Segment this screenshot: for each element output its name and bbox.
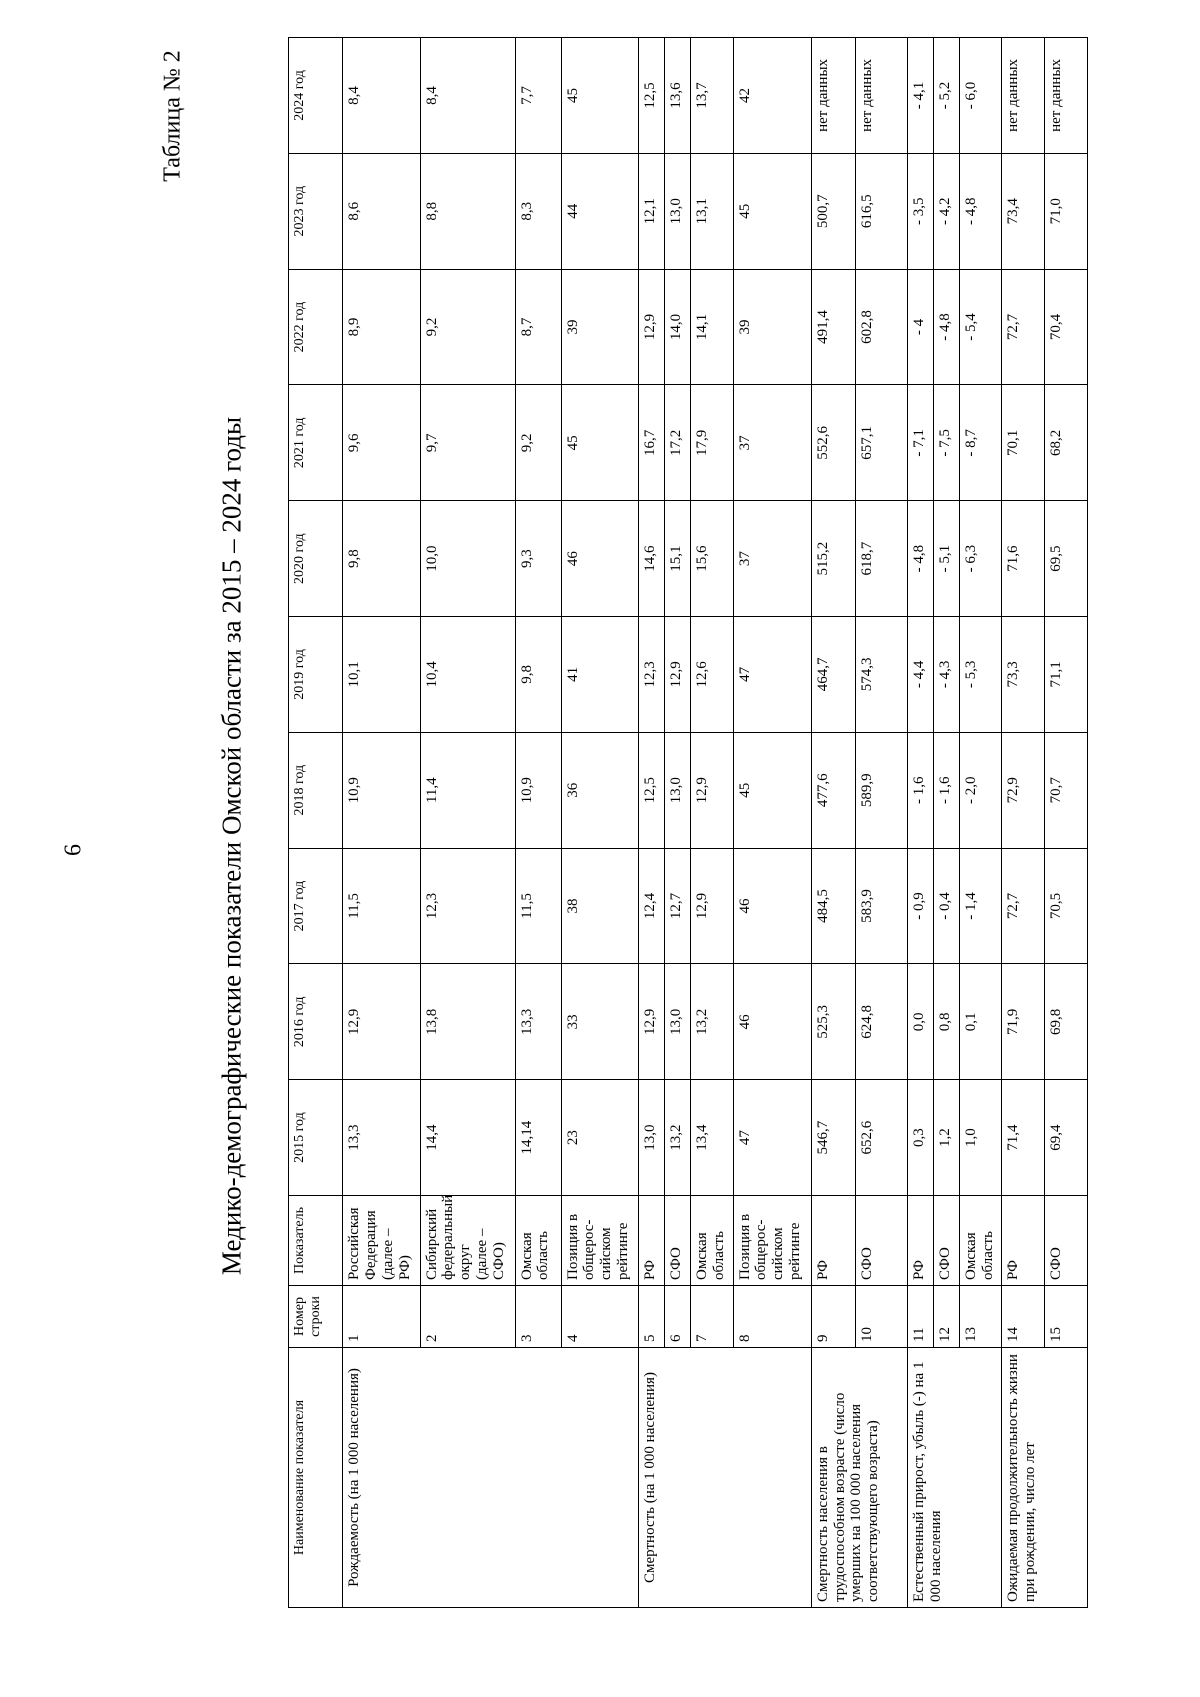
value-cell: 46: [561, 501, 638, 617]
value-cell: - 7,5: [933, 385, 959, 501]
value-cell: 71,1: [1045, 617, 1088, 733]
value-cell: 13,0: [665, 964, 691, 1080]
indicator-cell: Омская область: [959, 1196, 1001, 1286]
value-cell: 583,9: [855, 848, 907, 964]
value-cell: 15,1: [665, 501, 691, 617]
indicator-cell: СФО: [1045, 1196, 1088, 1286]
indicator-cell: Российская Федерация (далее – РФ): [343, 1196, 420, 1286]
row-number-cell: 14: [1002, 1286, 1045, 1348]
value-cell: 41: [561, 617, 638, 733]
row-number-cell: 4: [561, 1286, 638, 1348]
value-cell: 73,4: [1002, 153, 1045, 269]
table-number: Таблица № 2: [159, 50, 186, 182]
header-cell: Показатель: [289, 1196, 343, 1286]
header-cell: Наименование показателя: [289, 1348, 343, 1608]
value-cell: - 4,4: [907, 617, 933, 733]
value-cell: 14,14: [515, 1080, 561, 1196]
value-cell: 11,5: [515, 848, 561, 964]
value-cell: - 8,7: [959, 385, 1001, 501]
value-cell: 552,6: [811, 385, 855, 501]
value-cell: 12,9: [691, 848, 733, 964]
value-cell: 8,8: [420, 153, 515, 269]
value-cell: 9,8: [515, 617, 561, 733]
indicator-cell: СФО: [933, 1196, 959, 1286]
value-cell: 515,2: [811, 501, 855, 617]
value-cell: 589,9: [855, 732, 907, 848]
value-cell: - 4,3: [933, 617, 959, 733]
value-cell: 15,6: [691, 501, 733, 617]
indicator-cell: Сибирский федеральный округ (далее – СФО): [420, 1196, 515, 1286]
rotated-table-container: [288, 38, 1088, 1608]
value-cell: 657,1: [855, 385, 907, 501]
value-cell: 12,7: [665, 848, 691, 964]
header-cell: 2017 год: [289, 848, 343, 964]
page-title: Медико-демографические показатели Омской области за 2015 – 2024 годы: [216, 416, 247, 1276]
value-cell: 574,3: [855, 617, 907, 733]
value-cell: 36: [561, 732, 638, 848]
value-cell: 546,7: [811, 1080, 855, 1196]
value-cell: 70,7: [1045, 732, 1088, 848]
value-cell: 17,9: [691, 385, 733, 501]
value-cell: 68,2: [1045, 385, 1088, 501]
value-cell: 13,6: [665, 38, 691, 154]
value-cell: 13,2: [691, 964, 733, 1080]
value-cell: 13,0: [665, 732, 691, 848]
value-cell: - 0,4: [933, 848, 959, 964]
value-cell: 10,1: [343, 617, 420, 733]
row-number-cell: 1: [343, 1286, 420, 1348]
value-cell: 12,9: [665, 617, 691, 733]
value-cell: 0,8: [933, 964, 959, 1080]
value-cell: 13,3: [515, 964, 561, 1080]
value-cell: 70,4: [1045, 269, 1088, 385]
value-cell: 47: [733, 1080, 811, 1196]
row-number-cell: 12: [933, 1286, 959, 1348]
value-cell: нет данных: [1002, 38, 1045, 154]
value-cell: 37: [733, 501, 811, 617]
group-name-cell: Смертность (на 1 000 населения): [638, 1348, 811, 1608]
header-cell: 2024 год: [289, 38, 343, 154]
value-cell: 45: [733, 153, 811, 269]
value-cell: 13,7: [691, 38, 733, 154]
row-number-cell: 2: [420, 1286, 515, 1348]
value-cell: - 6,0: [959, 38, 1001, 154]
value-cell: 0,3: [907, 1080, 933, 1196]
value-cell: 73,3: [1002, 617, 1045, 733]
value-cell: 45: [733, 732, 811, 848]
indicator-cell: Позиция в общерос-сийском рейтинге: [561, 1196, 638, 1286]
header-cell: 2016 год: [289, 964, 343, 1080]
indicator-cell: Омская область: [515, 1196, 561, 1286]
value-cell: 47: [733, 617, 811, 733]
value-cell: 602,8: [855, 269, 907, 385]
value-cell: 624,8: [855, 964, 907, 1080]
demographic-table: [288, 37, 1088, 1608]
value-cell: 484,5: [811, 848, 855, 964]
value-cell: - 4,1: [907, 38, 933, 154]
value-cell: 11,4: [420, 732, 515, 848]
header-cell: Номер строки: [289, 1286, 343, 1348]
value-cell: 12,5: [638, 732, 664, 848]
indicator-cell: Омская область: [691, 1196, 733, 1286]
value-cell: 13,3: [343, 1080, 420, 1196]
value-cell: 71,0: [1045, 153, 1088, 269]
indicator-cell: РФ: [811, 1196, 855, 1286]
value-cell: 13,0: [638, 1080, 664, 1196]
value-cell: 14,1: [691, 269, 733, 385]
value-cell: 477,6: [811, 732, 855, 848]
value-cell: - 1,6: [907, 732, 933, 848]
value-cell: - 4,8: [959, 153, 1001, 269]
value-cell: - 4,8: [933, 269, 959, 385]
header-cell: 2021 год: [289, 385, 343, 501]
value-cell: 39: [561, 269, 638, 385]
row-number-cell: 5: [638, 1286, 664, 1348]
table-row: [1002, 38, 1045, 1608]
value-cell: 12,3: [420, 848, 515, 964]
value-cell: 17,2: [665, 385, 691, 501]
table-row: [907, 38, 933, 1608]
row-number-cell: 7: [691, 1286, 733, 1348]
value-cell: 11,5: [343, 848, 420, 964]
value-cell: 525,3: [811, 964, 855, 1080]
indicator-cell: РФ: [907, 1196, 933, 1286]
indicator-cell: РФ: [638, 1196, 664, 1286]
value-cell: 14,4: [420, 1080, 515, 1196]
value-cell: 44: [561, 153, 638, 269]
value-cell: 72,7: [1002, 269, 1045, 385]
value-cell: 69,5: [1045, 501, 1088, 617]
value-cell: - 6,3: [959, 501, 1001, 617]
row-number-cell: 11: [907, 1286, 933, 1348]
row-number-cell: 6: [665, 1286, 691, 1348]
table-row: [811, 38, 855, 1608]
value-cell: 10,9: [343, 732, 420, 848]
table-header-row: [289, 38, 343, 1608]
value-cell: 0,1: [959, 964, 1001, 1080]
value-cell: 13,8: [420, 964, 515, 1080]
indicator-cell: СФО: [665, 1196, 691, 1286]
group-name-cell: Естественный прирост, убыль (-) на 1 000 населения: [907, 1348, 1002, 1608]
page-number: 6: [60, 844, 87, 856]
value-cell: 14,0: [665, 269, 691, 385]
value-cell: 23: [561, 1080, 638, 1196]
indicator-cell: СФО: [855, 1196, 907, 1286]
value-cell: 8,4: [343, 38, 420, 154]
value-cell: 71,6: [1002, 501, 1045, 617]
value-cell: 8,4: [420, 38, 515, 154]
value-cell: 13,2: [665, 1080, 691, 1196]
value-cell: 12,5: [638, 38, 664, 154]
value-cell: 10,4: [420, 617, 515, 733]
value-cell: 42: [733, 38, 811, 154]
table-row: [638, 38, 664, 1608]
value-cell: 45: [561, 385, 638, 501]
value-cell: - 3,5: [907, 153, 933, 269]
value-cell: 12,9: [343, 964, 420, 1080]
value-cell: 45: [561, 38, 638, 154]
value-cell: 69,4: [1045, 1080, 1088, 1196]
value-cell: 1,0: [959, 1080, 1001, 1196]
header-cell: 2020 год: [289, 501, 343, 617]
value-cell: 37: [733, 385, 811, 501]
row-number-cell: 10: [855, 1286, 907, 1348]
value-cell: - 5,3: [959, 617, 1001, 733]
value-cell: - 0,9: [907, 848, 933, 964]
value-cell: 46: [733, 964, 811, 1080]
value-cell: 12,3: [638, 617, 664, 733]
value-cell: 70,5: [1045, 848, 1088, 964]
header-cell: 2015 год: [289, 1080, 343, 1196]
table-row: [343, 38, 420, 1608]
value-cell: - 5,4: [959, 269, 1001, 385]
value-cell: нет данных: [855, 38, 907, 154]
value-cell: 13,0: [665, 153, 691, 269]
value-cell: - 4,2: [933, 153, 959, 269]
value-cell: 16,7: [638, 385, 664, 501]
value-cell: - 5,2: [933, 38, 959, 154]
value-cell: 0,0: [907, 964, 933, 1080]
value-cell: 9,7: [420, 385, 515, 501]
value-cell: 8,9: [343, 269, 420, 385]
value-cell: 8,3: [515, 153, 561, 269]
value-cell: 10,9: [515, 732, 561, 848]
value-cell: - 1,4: [959, 848, 1001, 964]
value-cell: 618,7: [855, 501, 907, 617]
row-number-cell: 9: [811, 1286, 855, 1348]
value-cell: 9,3: [515, 501, 561, 617]
value-cell: нет данных: [1045, 38, 1088, 154]
group-name-cell: Ожидаемая продолжительность жизни при рождении, число лет: [1002, 1348, 1088, 1608]
value-cell: 7,7: [515, 38, 561, 154]
header-cell: 2023 год: [289, 153, 343, 269]
header-cell: 2018 год: [289, 732, 343, 848]
value-cell: 14,6: [638, 501, 664, 617]
value-cell: 12,9: [638, 964, 664, 1080]
value-cell: 9,2: [515, 385, 561, 501]
value-cell: 1,2: [933, 1080, 959, 1196]
indicator-cell: Позиция в общерос-сийском рейтинге: [733, 1196, 811, 1286]
value-cell: 464,7: [811, 617, 855, 733]
row-number-cell: 13: [959, 1286, 1001, 1348]
value-cell: 33: [561, 964, 638, 1080]
value-cell: 13,1: [691, 153, 733, 269]
value-cell: 46: [733, 848, 811, 964]
row-number-cell: 8: [733, 1286, 811, 1348]
value-cell: - 1,6: [933, 732, 959, 848]
group-name-cell: Смертность населения в трудоспособном возрасте (число умерших на 100 000 населения соответствующего возраста): [811, 1348, 907, 1608]
value-cell: 69,8: [1045, 964, 1088, 1080]
value-cell: 500,7: [811, 153, 855, 269]
value-cell: 12,9: [638, 269, 664, 385]
value-cell: 70,1: [1002, 385, 1045, 501]
value-cell: 12,6: [691, 617, 733, 733]
value-cell: 8,7: [515, 269, 561, 385]
value-cell: 652,6: [855, 1080, 907, 1196]
value-cell: 39: [733, 269, 811, 385]
value-cell: нет данных: [811, 38, 855, 154]
row-number-cell: 15: [1045, 1286, 1088, 1348]
value-cell: 9,8: [343, 501, 420, 617]
value-cell: 8,6: [343, 153, 420, 269]
value-cell: 9,6: [343, 385, 420, 501]
value-cell: - 2,0: [959, 732, 1001, 848]
value-cell: 71,4: [1002, 1080, 1045, 1196]
value-cell: 491,4: [811, 269, 855, 385]
value-cell: 71,9: [1002, 964, 1045, 1080]
value-cell: 12,4: [638, 848, 664, 964]
value-cell: 72,7: [1002, 848, 1045, 964]
value-cell: 12,9: [691, 732, 733, 848]
group-name-cell: Рождаемость (на 1 000 населения): [343, 1348, 639, 1608]
value-cell: 13,4: [691, 1080, 733, 1196]
value-cell: - 7,1: [907, 385, 933, 501]
value-cell: 38: [561, 848, 638, 964]
value-cell: 10,0: [420, 501, 515, 617]
value-cell: 9,2: [420, 269, 515, 385]
row-number-cell: 3: [515, 1286, 561, 1348]
value-cell: - 5,1: [933, 501, 959, 617]
value-cell: 12,1: [638, 153, 664, 269]
header-cell: 2022 год: [289, 269, 343, 385]
indicator-cell: РФ: [1002, 1196, 1045, 1286]
header-cell: 2019 год: [289, 617, 343, 733]
value-cell: - 4,8: [907, 501, 933, 617]
value-cell: 616,5: [855, 153, 907, 269]
value-cell: 72,9: [1002, 732, 1045, 848]
value-cell: - 4: [907, 269, 933, 385]
